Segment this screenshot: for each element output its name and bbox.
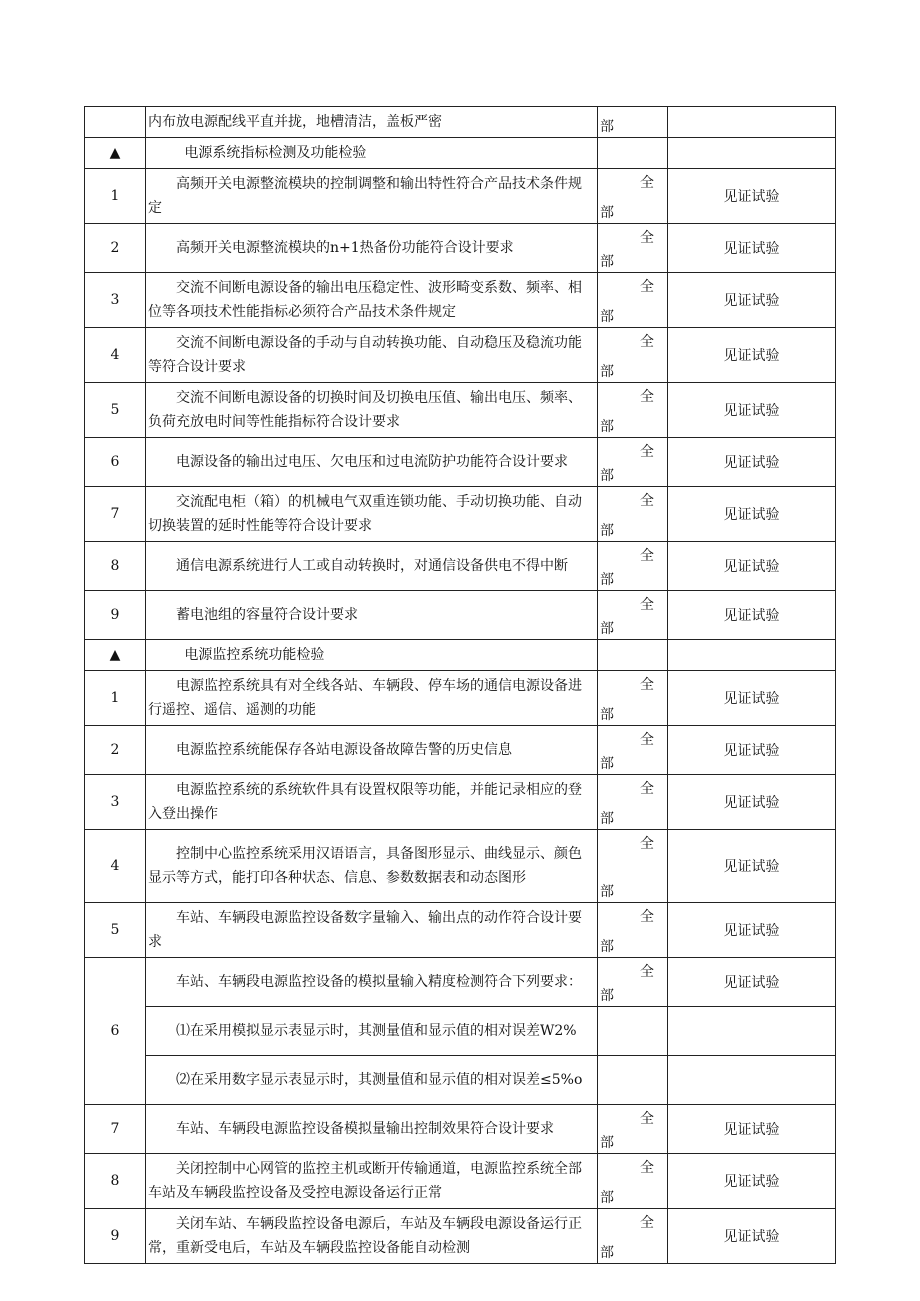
inspection-method-text: 见证试验: [723, 348, 780, 364]
table-row: [85, 1105, 836, 1154]
item-number: [85, 591, 146, 640]
scope-bottom: 部: [600, 205, 614, 221]
scope-cell: [598, 224, 668, 273]
scope-bottom: 部: [600, 884, 614, 900]
inspection-method: [668, 640, 836, 671]
item-number-text: 7: [110, 506, 120, 522]
item-number-text: 2: [110, 742, 120, 758]
table-row: [85, 1056, 836, 1105]
item-number: [85, 487, 146, 542]
table-row: [85, 1007, 836, 1056]
scope-cell: [598, 830, 668, 903]
item-number: [85, 1105, 146, 1154]
item-number-text: 9: [110, 1228, 120, 1244]
item-number: [85, 903, 146, 958]
inspection-method-text: 见证试验: [723, 1122, 780, 1138]
scope-cell: [598, 775, 668, 830]
inspection-method-text: 见证试验: [723, 608, 780, 624]
item-description-text: 关闭控制中心网管的监控主机或断开传输通道，电源监控系统全部车站及车辆段监控设备及受控电源设备运行正常: [148, 1161, 582, 1201]
item-description-text: ⑵在采用数字显示表显示时，其测量值和显示值的相对误差≤5%o: [176, 1072, 583, 1088]
item-number-text: 1: [110, 690, 120, 706]
item-description-text: 电源监控系统能保存各站电源设备故障告警的历史信息: [176, 742, 512, 758]
table-row: [85, 1154, 836, 1209]
scope-top: 全: [640, 836, 654, 852]
item-description-text: 高频开关电源整流模块的控制调整和输出特性符合产品技术条件规定: [148, 176, 582, 216]
item-number: [85, 224, 146, 273]
item-description: [146, 903, 598, 958]
inspection-method-text: 见证试验: [723, 859, 780, 875]
scope-top: 全: [640, 175, 654, 191]
scope-bottom: 部: [600, 988, 614, 1004]
inspection-method-text: 见证试验: [723, 923, 780, 939]
item-description: [146, 1007, 598, 1056]
item-number-text: 4: [110, 347, 120, 363]
item-description: [146, 328, 598, 383]
scope-top: 全: [640, 444, 654, 460]
scope-cell: [598, 542, 668, 591]
item-description: [146, 1105, 598, 1154]
inspection-method-text: 见证试验: [723, 1174, 780, 1190]
inspection-table: [84, 106, 836, 1264]
item-description: [146, 487, 598, 542]
inspection-method: [668, 383, 836, 438]
inspection-method: [668, 328, 836, 383]
inspection-table-body: [85, 107, 836, 1264]
inspection-method-text: 见证试验: [723, 403, 780, 419]
item-description: [146, 169, 598, 224]
scope-cell: [598, 1105, 668, 1154]
inspection-method: [668, 958, 836, 1007]
scope-top: 全: [640, 964, 654, 980]
inspection-method-text: 见证试验: [723, 241, 780, 257]
scope-cell: [598, 107, 668, 138]
table-row: [85, 775, 836, 830]
item-description: [146, 224, 598, 273]
scope-bottom: 部: [600, 572, 614, 588]
inspection-method: [668, 726, 836, 775]
inspection-method: [668, 1154, 836, 1209]
item-description-text: 交流不间断电源设备的切换时间及切换电压值、输出电压、频率、负荷充放电时间等性能指标符合设计要求: [148, 390, 582, 430]
scope-bottom: 部: [600, 756, 614, 772]
scope-cell: [598, 138, 668, 169]
item-description: [146, 591, 598, 640]
item-description: [146, 107, 598, 138]
item-number-text: 8: [110, 558, 120, 574]
inspection-method: [668, 903, 836, 958]
scope-bottom: 部: [600, 119, 614, 135]
table-row: [85, 273, 836, 328]
scope-top: 全: [640, 1215, 654, 1231]
item-number: [85, 542, 146, 591]
scope-cell: [598, 1209, 668, 1264]
inspection-method: [668, 671, 836, 726]
item-number: [85, 138, 146, 169]
item-description-text: 通信电源系统进行人工或自动转换时，对通信设备供电不得中断: [176, 558, 568, 574]
item-description-text: ⑴在采用模拟显示表显示时，其测量值和显示值的相对误差W2%: [176, 1023, 577, 1039]
inspection-method-text: 见证试验: [723, 1229, 780, 1245]
scope-bottom: 部: [600, 309, 614, 325]
table-row: [85, 958, 836, 1007]
scope-bottom: 部: [600, 1245, 614, 1261]
scope-cell: [598, 591, 668, 640]
scope-bottom: 部: [600, 1135, 614, 1151]
item-description-text: 交流不间断电源设备的输出电压稳定性、波形畸变系数、频率、相位等各项技术性能指标必须符合产品技术条件规定: [148, 280, 582, 320]
inspection-method-text: 见证试验: [723, 189, 780, 205]
item-description: [146, 1154, 598, 1209]
scope-top: 全: [640, 493, 654, 509]
inspection-method-text: 见证试验: [723, 455, 780, 471]
inspection-method: [668, 273, 836, 328]
item-description-text: 交流不间断电源设备的手动与自动转换功能、自动稳压及稳流功能等符合设计要求: [148, 335, 582, 375]
scope-top: 全: [640, 1111, 654, 1127]
inspection-method: [668, 487, 836, 542]
item-number: [85, 438, 146, 487]
scope-top: 全: [640, 597, 654, 613]
inspection-method: [668, 1056, 836, 1105]
inspection-method: [668, 224, 836, 273]
item-description: [146, 1209, 598, 1264]
item-description-text: 交流配电柜（箱）的机械电气双重连锁功能、手动切换功能、自动切换装置的延时性能等符合设计要求: [148, 494, 582, 534]
item-description: [146, 671, 598, 726]
scope-top: 全: [640, 781, 654, 797]
item-number: [85, 830, 146, 903]
scope-top: 全: [640, 230, 654, 246]
item-description: [146, 726, 598, 775]
item-description: [146, 775, 598, 830]
scope-bottom: 部: [600, 1190, 614, 1206]
inspection-method: [668, 438, 836, 487]
scope-bottom: 部: [600, 939, 614, 955]
inspection-method-text: 见证试验: [723, 507, 780, 523]
scope-top: 全: [640, 677, 654, 693]
scope-cell: [598, 169, 668, 224]
item-number-text: 9: [110, 607, 120, 623]
item-number-text: 4: [110, 858, 120, 874]
item-number: [85, 1154, 146, 1209]
inspection-method-text: 见证试验: [723, 975, 780, 991]
item-number: [85, 169, 146, 224]
scope-cell: [598, 383, 668, 438]
scope-cell: [598, 1154, 668, 1209]
item-number-text: 6: [110, 454, 120, 470]
scope-bottom: 部: [600, 707, 614, 723]
scope-top: 全: [640, 732, 654, 748]
scope-cell: [598, 273, 668, 328]
scope-top: 全: [640, 548, 654, 564]
item-number-text: 6: [110, 1023, 120, 1039]
inspection-method: [668, 138, 836, 169]
inspection-method: [668, 1209, 836, 1264]
section-title: [146, 640, 598, 671]
section-title-text: 电源监控系统功能检验: [184, 647, 325, 663]
section-mark: ▲: [109, 647, 121, 663]
item-number-text: 5: [110, 922, 120, 938]
item-number-text: 8: [110, 1173, 120, 1189]
inspection-method: [668, 542, 836, 591]
scope-cell: [598, 903, 668, 958]
scope-top: 全: [640, 334, 654, 350]
table-row: [85, 438, 836, 487]
item-description-text: 控制中心监控系统采用汉语语言，具备图形显示、曲线显示、颜色显示等方式，能打印各种状态、信息、参数数据表和动态图形: [148, 846, 582, 886]
item-number: [85, 1209, 146, 1264]
item-number: [85, 273, 146, 328]
scope-cell: [598, 671, 668, 726]
section-row: [85, 138, 836, 169]
item-number-text: 7: [110, 1121, 120, 1137]
inspection-method-text: 见证试验: [723, 795, 780, 811]
item-number-text: 3: [110, 794, 120, 810]
scope-bottom: 部: [600, 254, 614, 270]
scope-cell: [598, 438, 668, 487]
item-description-text: 车站、车辆段电源监控设备的模拟量输入精度检测符合下列要求：: [176, 974, 582, 990]
table-row: [85, 1209, 836, 1264]
scope-bottom: 部: [600, 811, 614, 827]
inspection-method-text: 见证试验: [723, 743, 780, 759]
item-number: [85, 383, 146, 438]
scope-cell: [598, 958, 668, 1007]
scope-cell: [598, 487, 668, 542]
table-row: [85, 726, 836, 775]
item-description: [146, 542, 598, 591]
item-number: [85, 726, 146, 775]
item-number-text: 5: [110, 402, 120, 418]
scope-bottom: 部: [600, 419, 614, 435]
item-number: [85, 775, 146, 830]
inspection-method: [668, 775, 836, 830]
inspection-method: [668, 830, 836, 903]
inspection-method-text: 见证试验: [723, 691, 780, 707]
table-row: [85, 383, 836, 438]
item-description-text: 内布放电源配线平直并拢，地槽清洁，盖板严密: [148, 114, 442, 130]
item-description: [146, 830, 598, 903]
scope-bottom: 部: [600, 364, 614, 380]
item-number: [85, 328, 146, 383]
item-number-text: 2: [110, 240, 120, 256]
scope-top: 全: [640, 909, 654, 925]
scope-cell: [598, 328, 668, 383]
item-description-text: 电源监控系统的系统软件具有设置权限等功能，并能记录相应的登入登出操作: [148, 782, 582, 822]
item-number-text: 3: [110, 292, 120, 308]
inspection-method-text: 见证试验: [723, 559, 780, 575]
item-number: [85, 107, 146, 138]
table-row: [85, 487, 836, 542]
table-row: [85, 903, 836, 958]
table-row: [85, 224, 836, 273]
inspection-method: [668, 169, 836, 224]
scope-top: 全: [640, 389, 654, 405]
inspection-method: [668, 591, 836, 640]
item-description: [146, 438, 598, 487]
scope-bottom: 部: [600, 523, 614, 539]
scope-bottom: 部: [600, 468, 614, 484]
item-description: [146, 958, 598, 1007]
section-row: [85, 640, 836, 671]
item-description: [146, 273, 598, 328]
item-description-text: 电源监控系统具有对全线各站、车辆段、停车场的通信电源设备进行遥控、遥信、遥测的功能: [148, 678, 582, 718]
scope-cell: [598, 726, 668, 775]
scope-bottom: 部: [600, 621, 614, 637]
item-description-text: 关闭车站、车辆段监控设备电源后，车站及车辆段电源设备运行正常，重新受电后，车站及车辆段监控设备能自动检测: [148, 1216, 582, 1256]
table-row: [85, 107, 836, 138]
item-description: [146, 383, 598, 438]
inspection-method-text: 见证试验: [723, 293, 780, 309]
item-number-text: 1: [110, 188, 120, 204]
item-description-text: 车站、车辆段电源监控设备模拟量输出控制效果符合设计要求: [176, 1121, 554, 1137]
scope-cell: [598, 640, 668, 671]
inspection-method: [668, 1007, 836, 1056]
item-description-text: 蓄电池组的容量符合设计要求: [176, 607, 358, 623]
table-row: [85, 328, 836, 383]
item-description-text: 高频开关电源整流模块的n+1热备份功能符合设计要求: [176, 240, 514, 256]
section-title: [146, 138, 598, 169]
item-description-text: 车站、车辆段电源监控设备数字量输入、输出点的动作符合设计要求: [148, 910, 582, 950]
scope-top: 全: [640, 1160, 654, 1176]
scope-top: 全: [640, 279, 654, 295]
table-row: [85, 169, 836, 224]
scope-cell: [598, 1056, 668, 1105]
item-description: [146, 1056, 598, 1105]
inspection-method: [668, 1105, 836, 1154]
table-row: [85, 830, 836, 903]
item-number: [85, 671, 146, 726]
scope-cell: [598, 1007, 668, 1056]
item-number: [85, 958, 146, 1105]
inspection-method: [668, 107, 836, 138]
section-title-text: 电源系统指标检测及功能检验: [184, 145, 367, 161]
table-row: [85, 542, 836, 591]
item-description-text: 电源设备的输出过电压、欠电压和过电流防护功能符合设计要求: [176, 454, 568, 470]
section-mark: ▲: [109, 145, 121, 161]
table-row: [85, 671, 836, 726]
table-row: [85, 591, 836, 640]
item-number: [85, 640, 146, 671]
